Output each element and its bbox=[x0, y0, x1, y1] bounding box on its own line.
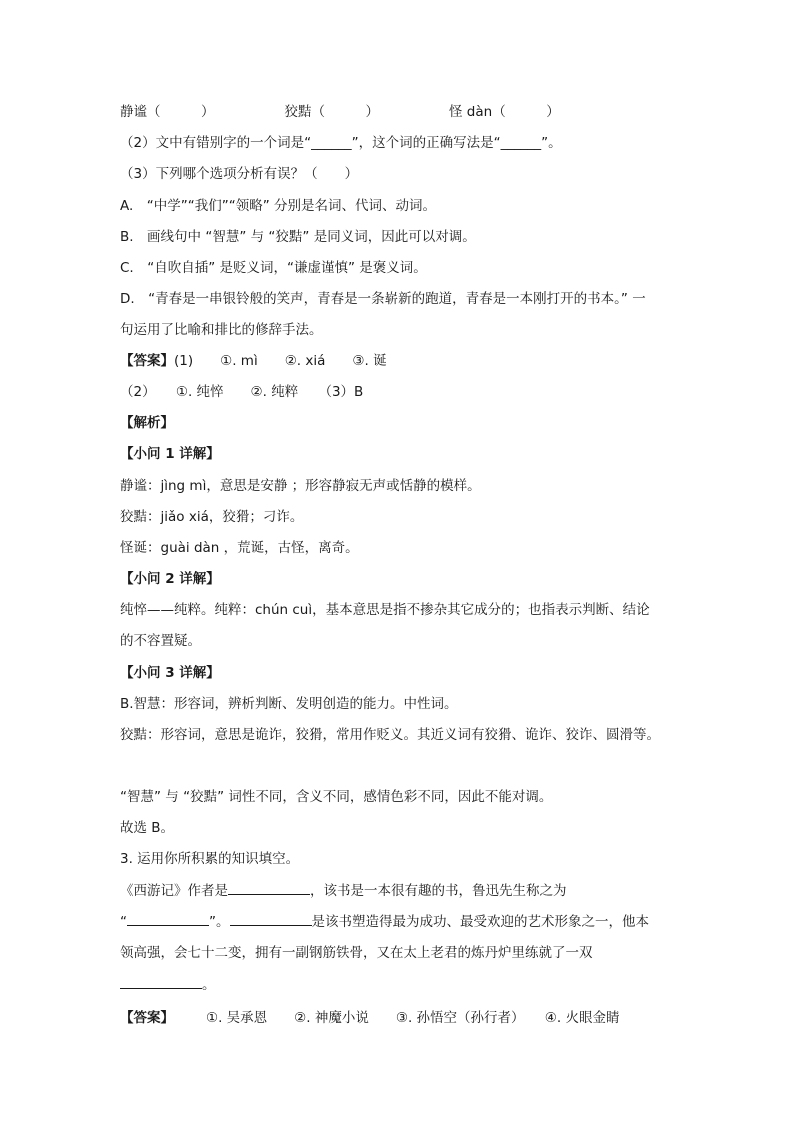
answer-2 bbox=[120, 1008, 620, 1028]
q1-words-row bbox=[120, 102, 560, 122]
answer-1-continued: （2） ①. 纯悴 ②. 纯粹 （3）B bbox=[120, 384, 364, 400]
sub1-line-1: 静谧：jìng mì，意思是安静 ；形容静寂无声或恬静的模样。 bbox=[120, 478, 481, 494]
question-3-title: 3. 运用你所积累的知识填空。 bbox=[120, 851, 300, 867]
answer-2-label: 【答案】 bbox=[120, 1010, 174, 1026]
fill-line-4 bbox=[120, 974, 216, 995]
fill-text-1a: 《西游记》作者是 bbox=[120, 883, 228, 899]
word-jingmi: 静谧（ ） bbox=[120, 104, 215, 120]
fill-line-1 bbox=[120, 880, 567, 901]
sub1-line-2: 狡黠：jiǎo xiá，狡猾；刁诈。 bbox=[120, 509, 304, 525]
fill-line-3: 领高强，会七十二变，拥有一副钢筋铁骨，又在太上老君的炼丹炉里练就了一双 bbox=[120, 945, 593, 961]
sub-question-1-heading: 【小问 1 详解】 bbox=[120, 446, 220, 462]
answer-2-text: ①. 吴承恩 ②. 神魔小说 ③. 孙悟空（孙行者） ④. 火眼金睛 bbox=[206, 1010, 620, 1026]
question-3: （3）下列哪个选项分析有误？（ ） bbox=[120, 166, 359, 182]
blank-2 bbox=[127, 911, 209, 926]
option-c: C. “自吹自插” 是贬义词，“谦虚谨慎” 是褒义词。 bbox=[120, 260, 427, 276]
fill-text-2c: 是该书塑造得最为成功、最受欢迎的艺术形象之一，他本 bbox=[311, 914, 649, 930]
sub2-line-2: 的不容置疑。 bbox=[120, 633, 201, 649]
word-guaidan: 怪 dàn（ ） bbox=[449, 104, 560, 120]
sub2-line-1: 纯悴——纯粹。纯粹：chún cuì，基本意思是指不掺杂其它成分的；也指表示判断、结论 bbox=[120, 602, 650, 618]
sub-question-3-heading: 【小问 3 详解】 bbox=[120, 665, 220, 681]
blank-1 bbox=[228, 880, 310, 895]
fill-text-2b: ”。 bbox=[209, 914, 230, 930]
blank-3 bbox=[230, 911, 312, 926]
answer-1-text: (1) ①. mì ②. xiá ③. 诞 bbox=[174, 353, 387, 369]
blank-4 bbox=[120, 974, 202, 989]
answer-1 bbox=[120, 351, 387, 371]
analysis-heading: 【解析】 bbox=[120, 415, 174, 431]
answer-label: 【答案】 bbox=[120, 353, 174, 369]
option-a: A. “中学”“我们”“领略” 分别是名词、代词、动词。 bbox=[120, 198, 437, 214]
sub3-line-1: B.智慧：形容词，辨析判断、发明创造的能力。中性词。 bbox=[120, 696, 458, 712]
sub3-line-4: 故选 B。 bbox=[120, 820, 175, 836]
sub3-line-2: 狡黠：形容词，意思是诡诈，狡猾，常用作贬义。其近义词有狡猾、诡诈、狡诈、圆滑等。 bbox=[120, 727, 660, 743]
option-b: B. 画线句中 “智慧” 与 “狡黠” 是同义词，因此可以对调。 bbox=[120, 229, 476, 245]
option-d-line-1: D. “青春是一串银铃般的笑声，青春是一条崭新的跑道，青春是一本刚打开的书本。” 一 bbox=[120, 291, 646, 307]
sub1-line-3: 怪诞：guài dàn ，荒诞，古怪，离奇。 bbox=[120, 540, 359, 556]
fill-text-2a: “ bbox=[120, 914, 127, 930]
word-jiaoxia: 狡黠（ ） bbox=[284, 104, 379, 120]
sub-question-2-heading: 【小问 2 详解】 bbox=[120, 571, 220, 587]
sub3-line-3: “智慧” 与 “狡黠” 词性不同，含义不同，感情色彩不同，因此不能对调。 bbox=[120, 789, 553, 805]
question-2: （2）文中有错别字的一个词是“______”，这个词的正确写法是“______”。 bbox=[120, 135, 562, 151]
fill-text-1b: ，该书是一本很有趣的书，鲁迅先生称之为 bbox=[310, 883, 567, 899]
fill-text-4b: 。 bbox=[202, 977, 216, 993]
fill-line-2 bbox=[120, 911, 649, 932]
option-d-line-2: 句运用了比喻和排比的修辞手法。 bbox=[120, 322, 323, 338]
